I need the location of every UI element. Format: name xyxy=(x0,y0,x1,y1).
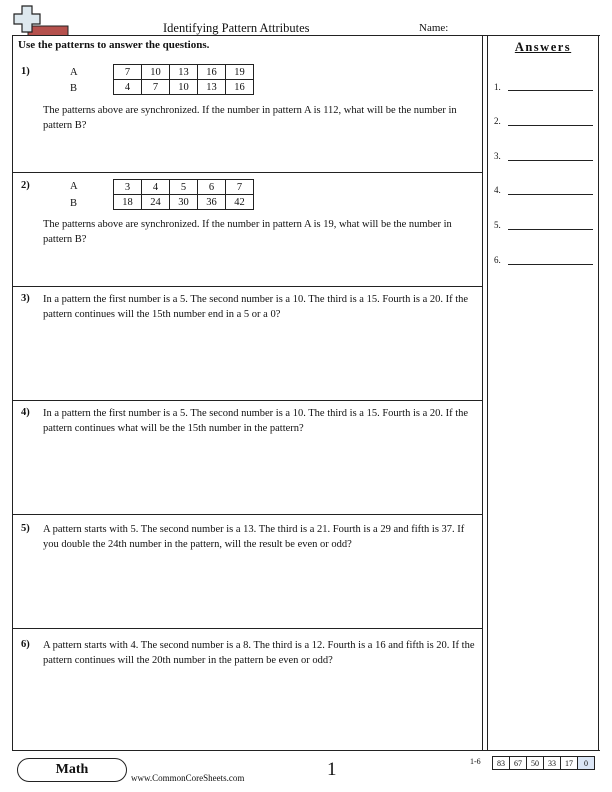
logo-icon xyxy=(12,4,70,36)
question-text: The patterns above are synchronized. If the number in pattern A is 19, what will be the number in pattern B? xyxy=(43,219,452,245)
pattern-cell: 16 xyxy=(226,80,254,95)
pattern-cell: 5 xyxy=(170,180,198,195)
pattern-cell: 7 xyxy=(142,80,170,95)
pattern-cell: 7 xyxy=(114,65,142,80)
question-separator xyxy=(13,514,482,515)
answer-line[interactable] xyxy=(508,125,593,126)
footer-divider xyxy=(12,750,600,751)
pattern-a-row xyxy=(114,180,254,195)
pattern-cell: 18 xyxy=(114,195,142,210)
answer-number: 2. xyxy=(494,116,501,126)
instructions: Use the patterns to answer the questions. xyxy=(18,39,210,51)
answer-line[interactable] xyxy=(508,264,593,265)
pattern-cell: 16 xyxy=(198,65,226,80)
pattern-cell: 30 xyxy=(170,195,198,210)
header-divider xyxy=(12,35,600,36)
score-percent-cell: 50 xyxy=(527,757,544,770)
pattern-cell: 13 xyxy=(170,65,198,80)
pattern-a-row xyxy=(114,65,254,80)
left-border xyxy=(12,35,13,750)
answer-number: 6. xyxy=(494,255,501,265)
question-text: A pattern starts with 4. The second number is a 8. The third is a 12. Fourth is a 16 and fifth is 20. If the pattern continues will the 20th number in the pattern be even or odd? xyxy=(43,640,475,666)
page-number: 1 xyxy=(327,759,337,780)
question-number: 2) xyxy=(21,180,30,191)
question-number: 6) xyxy=(21,639,30,650)
pattern-cell: 7 xyxy=(226,180,254,195)
question-number: 1) xyxy=(21,66,30,77)
pattern-cell: 4 xyxy=(142,180,170,195)
column-divider-inner xyxy=(487,35,488,750)
score-percent-cell: 67 xyxy=(510,757,527,770)
pattern-a-label: A xyxy=(70,181,78,192)
pattern-b-row xyxy=(114,195,254,210)
pattern-cell: 10 xyxy=(142,65,170,80)
pattern-cell: 6 xyxy=(198,180,226,195)
score-percent-table xyxy=(492,756,595,770)
question-separator xyxy=(13,172,482,173)
right-border xyxy=(598,35,599,750)
page-title: Identifying Pattern Attributes xyxy=(163,21,310,35)
column-divider xyxy=(482,35,483,750)
question-text: A pattern starts with 5. The second number is a 13. The third is a 21. Fourth is a 29 and fifth is 37. If you double the 24th number in the pattern, will the result be even or odd? xyxy=(43,524,465,550)
score-percent-cell: 0 xyxy=(578,757,595,770)
score-percent-cell: 33 xyxy=(544,757,561,770)
answer-line[interactable] xyxy=(508,229,593,230)
pattern-cell: 13 xyxy=(198,80,226,95)
question-number: 3) xyxy=(21,293,30,304)
pattern-cell: 10 xyxy=(170,80,198,95)
answers-title: Answers xyxy=(514,40,572,54)
pattern-cell: 19 xyxy=(226,65,254,80)
question-text: In a pattern the first number is a 5. The second number is a 10. The third is a 15. Fourth is a 20. If the pattern continues will the 15th number end in a 5 or a 0? xyxy=(43,294,469,320)
question-text: In a pattern the first number is a 5. The second number is a 10. The third is a 15. Fourth is a 20. If the pattern continues what will be the 15th number in the pattern? xyxy=(43,408,469,434)
score-percent-cell: 17 xyxy=(561,757,578,770)
pattern-b-label: B xyxy=(70,198,78,209)
question-separator xyxy=(13,400,482,401)
name-label: Name: xyxy=(419,22,449,34)
pattern-cell: 3 xyxy=(114,180,142,195)
answer-line[interactable] xyxy=(508,194,593,195)
question-separator xyxy=(13,286,482,287)
score-range-label: 1-6 xyxy=(470,757,481,766)
pattern-cell: 42 xyxy=(226,195,254,210)
pattern-a-label: A xyxy=(70,67,78,78)
question-number: 5) xyxy=(21,523,30,534)
pattern-cell: 4 xyxy=(114,80,142,95)
answer-number: 1. xyxy=(494,82,501,92)
pattern-b-row xyxy=(114,80,254,95)
answer-number: 3. xyxy=(494,151,501,161)
pattern-cell: 36 xyxy=(198,195,226,210)
pattern-b-label: B xyxy=(70,83,78,94)
subject-badge: Math xyxy=(17,758,127,782)
question-text: The patterns above are synchronized. If the number in pattern A is 112, what will be the number in pattern B? xyxy=(43,105,457,131)
answer-number: 5. xyxy=(494,220,501,230)
pattern-table xyxy=(113,179,254,210)
answer-line[interactable] xyxy=(508,160,593,161)
question-separator xyxy=(13,628,482,629)
website-url: www.CommonCoreSheets.com xyxy=(131,773,245,783)
question-number: 4) xyxy=(21,407,30,418)
score-percent-cell: 83 xyxy=(493,757,510,770)
pattern-table xyxy=(113,64,254,95)
answer-line[interactable] xyxy=(508,90,593,91)
answer-number: 4. xyxy=(494,185,501,195)
pattern-cell: 24 xyxy=(142,195,170,210)
